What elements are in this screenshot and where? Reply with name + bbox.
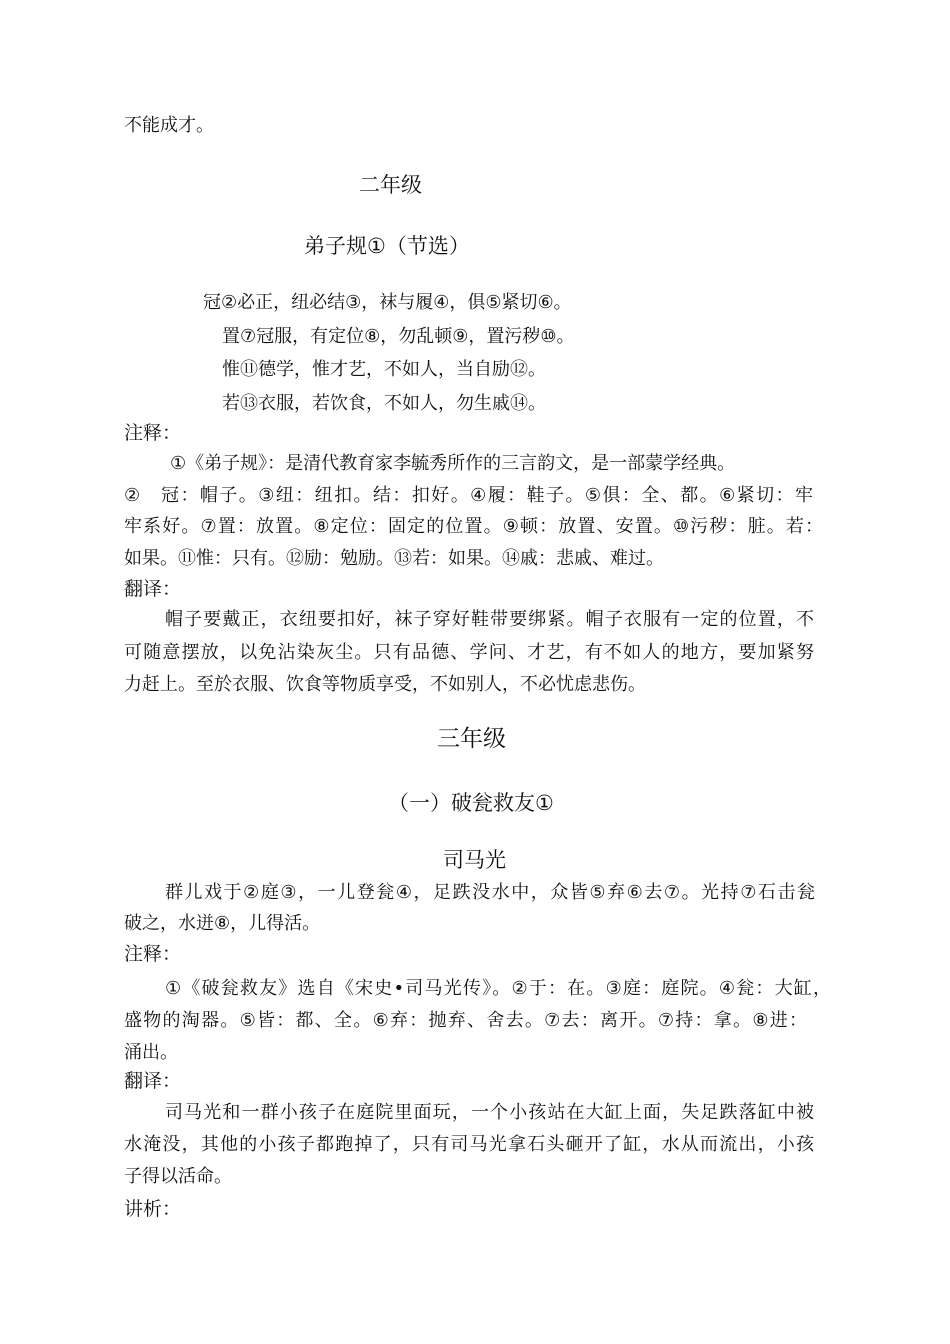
translation-line: 可随意摆放，以免沾染灰尘。只有品德、学问、才艺，有不如人的地方，要加紧努	[124, 642, 814, 663]
poem-line: 冠②必正，纽必结③，袜与履④，俱⑤紧切⑥。	[203, 292, 572, 313]
translation-line: 帽子要戴正，衣纽要扣好，袜子穿好鞋带要绑紧。帽子衣服有一定的位置，不	[165, 609, 814, 630]
translation-line: 司马光和一群小孩子在庭院里面玩，一个小孩站在大缸上面，失足跌落缸中被	[165, 1102, 814, 1123]
text-line: 破之，水迸⑧，儿得活。	[124, 913, 321, 934]
text-line: 群儿戏于②庭③，一儿登瓮④，足跌没水中，众皆⑤弃⑥去⑦。光持⑦石击瓮	[165, 882, 815, 903]
translation-line: 水淹没，其他的小孩子都跑掉了，只有司马光拿石头砸开了缸，水从而流出，小孩	[124, 1134, 814, 1155]
top-line: 不能成才。	[124, 115, 214, 136]
grade2-translation-label: 翻译：	[124, 578, 182, 600]
grade2-heading: 二年级	[359, 173, 422, 197]
grade3-translation-label: 翻译：	[124, 1070, 182, 1092]
grade3-author: 司马光	[443, 848, 506, 872]
note-line: 涌出。	[124, 1042, 178, 1063]
note-line: ①《破瓮救友》选自《宋史•司马光传》。②于：在。③庭：庭院。④瓮：大缸，	[165, 978, 831, 999]
poem-line: 置⑦冠服，有定位⑧，勿乱顿⑨，置污秽⑩。	[222, 326, 575, 347]
note-line: 盛物的淘器。⑤皆：都、全。⑥弃：抛弃、舍去。⑦去：离开。⑦持：拿。⑧进：	[124, 1010, 807, 1031]
translation-line: 子得以活命。	[124, 1166, 232, 1187]
poem-line: 若⑬衣服，若饮食，不如人，勿生戚⑭。	[222, 393, 546, 414]
grade3-heading: 三年级	[437, 726, 506, 752]
note-line: 牢系好。⑦置：放置。⑧定位：固定的位置。⑨顿：放置、安置。⑩污秽：脏。若：	[124, 516, 823, 537]
grade2-title: 弟子规①（节选）	[304, 234, 470, 258]
grade3-notes-label: 注释：	[124, 943, 182, 965]
grade2-notes-label: 注释：	[124, 422, 182, 444]
grade3-analysis-label: 讲析：	[124, 1198, 182, 1220]
poem-line: 惟⑪德学，惟才艺，不如人，当自励⑫。	[222, 359, 546, 380]
note-line: 如果。⑪惟：只有。⑫励：勉励。⑬若：如果。⑭戚：悲戚、难过。	[124, 548, 664, 569]
note-line: ①《弟子规》：是清代教育家李毓秀所作的三言韵文，是一部蒙学经典。	[170, 453, 736, 474]
grade3-title: （一）破瓮救友①	[388, 791, 554, 815]
note-line: ② 冠：帽子。③纽：纽扣。结：扣好。④履：鞋子。⑤俱：全、都。⑥紧切：牢	[124, 485, 813, 506]
translation-line: 力赶上。至於衣服、饮食等物质享受，不如别人，不必忧虑悲伤。	[124, 674, 646, 695]
